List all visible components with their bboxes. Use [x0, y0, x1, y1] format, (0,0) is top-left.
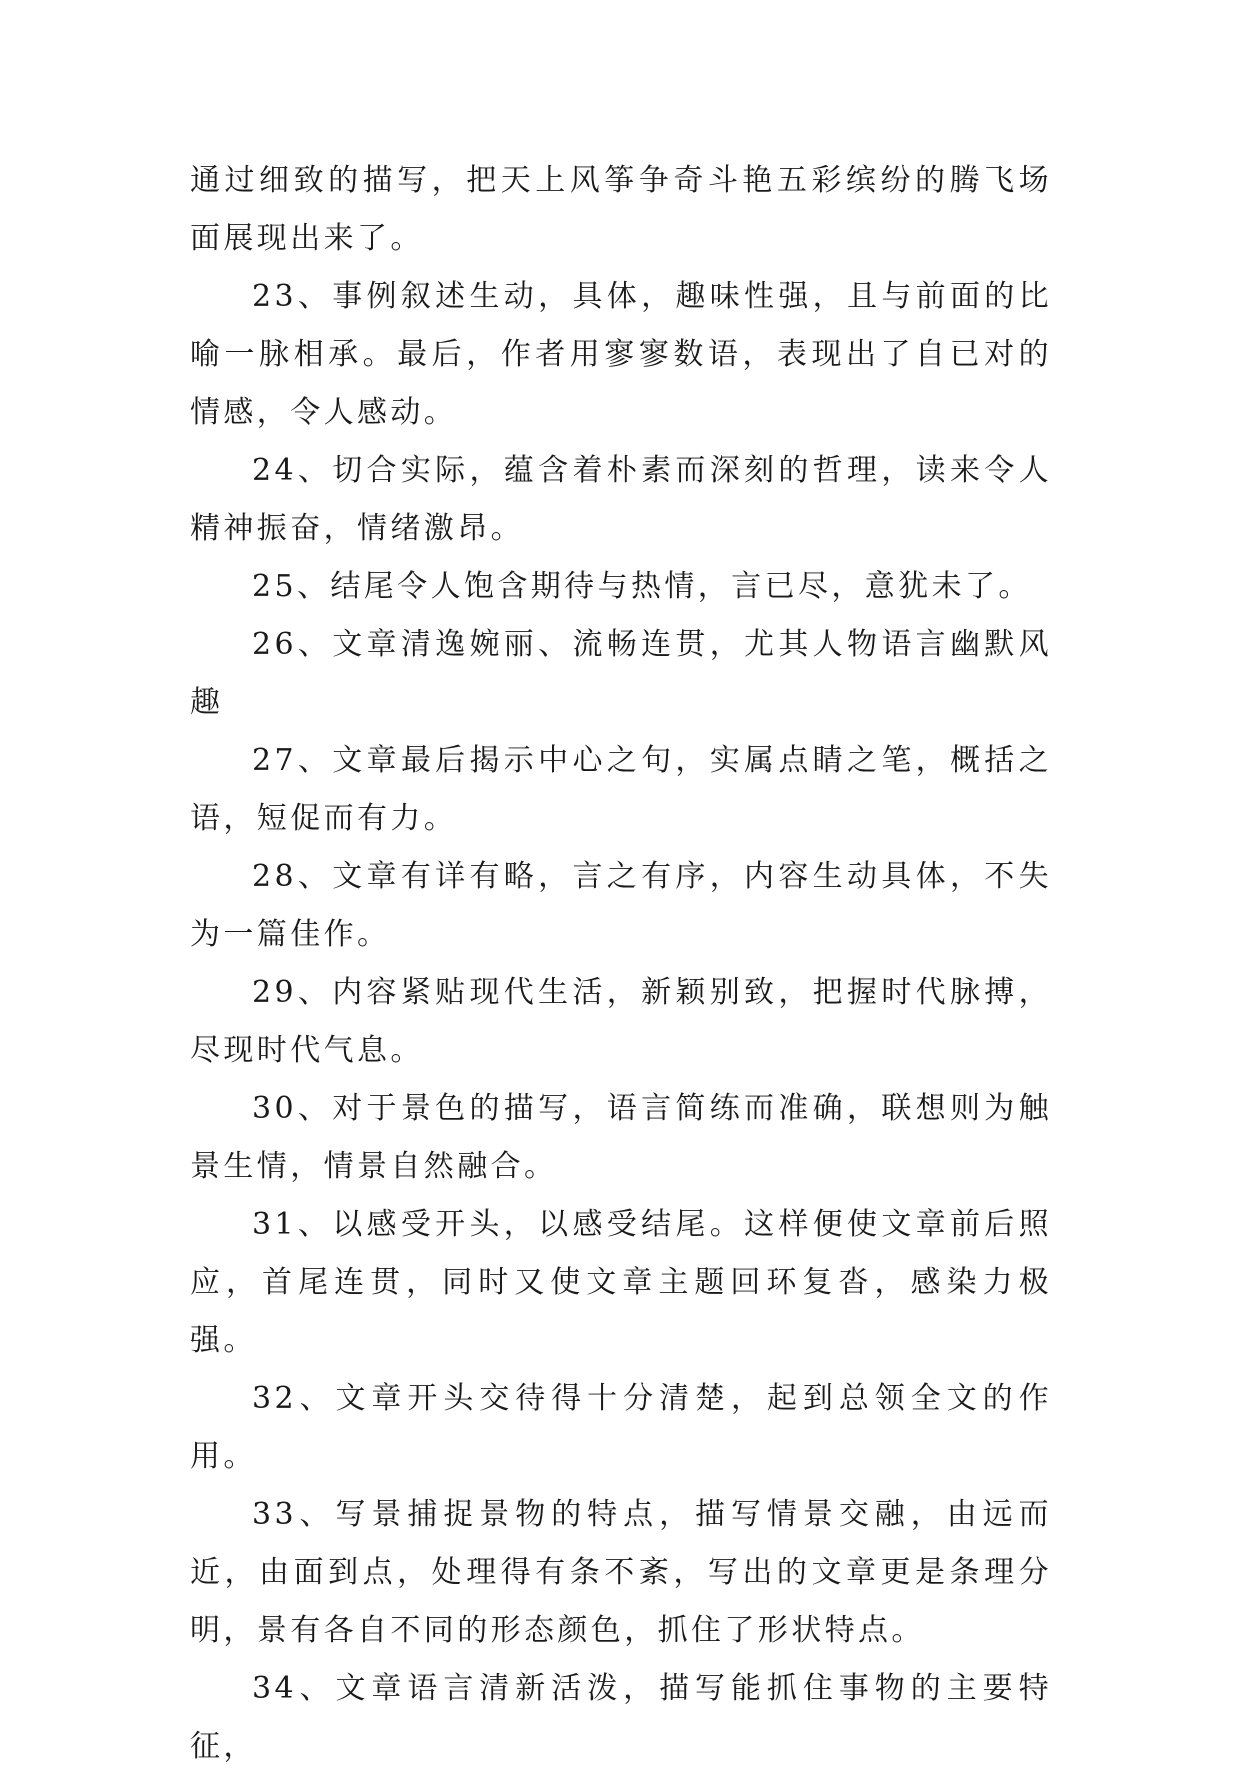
- paragraph-27: 27、文章最后揭示中心之句，实属点睛之笔，概括之语，短促而有力。: [190, 743, 1052, 836]
- paragraph-24: 24、切合实际，蕴含着朴素而深刻的哲理，读来令人精神振奋，情绪激昂。: [190, 453, 1052, 546]
- paragraph-31: 31、以感受开头，以感受结尾。这样便使文章前后照应，首尾连贯，同时又使文章主题回环复沓，感染力极强。: [190, 1207, 1052, 1358]
- paragraph-29: 29、内容紧贴现代生活，新颖别致，把握时代脉搏，尽现时代气息。: [190, 975, 1052, 1068]
- paragraph-32: 32、文章开头交待得十分清楚，起到总领全文的作用。: [190, 1381, 1052, 1474]
- paragraph-28: 28、文章有详有略，言之有序，内容生动具体，不失为一篇佳作。: [190, 859, 1052, 952]
- paragraph-25: 25、结尾令人饱含期待与热情，言已尽，意犹未了。: [252, 569, 1032, 604]
- paragraph-30: 30、对于景色的描写，语言简练而准确，联想则为触景生情，情景自然融合。: [190, 1091, 1052, 1184]
- paragraph-33: 33、写景捕捉景物的特点，描写情景交融，由远而近，由面到点，处理得有条不紊，写出的文章更是条理分明，景有各自不同的形态颜色，抓住了形状特点。: [190, 1497, 1052, 1648]
- paragraph-34: 34、文章语言清新活泼，描写能抓住事物的主要特征，: [190, 1671, 1052, 1764]
- paragraph-continuation: 通过细致的描写，把天上风筝争奇斗艳五彩缤纷的腾飞场面展现出来了。: [190, 163, 1052, 256]
- paragraph-26: 26、文章清逸婉丽、流畅连贯，尤其人物语言幽默风趣: [190, 627, 1052, 720]
- paragraph-23: 23、事例叙述生动，具体，趣味性强，且与前面的比喻一脉相承。最后，作者用寥寥数语，表现出了自已对的情感，令人感动。: [190, 279, 1052, 430]
- document-body: [190, 152, 1052, 1776]
